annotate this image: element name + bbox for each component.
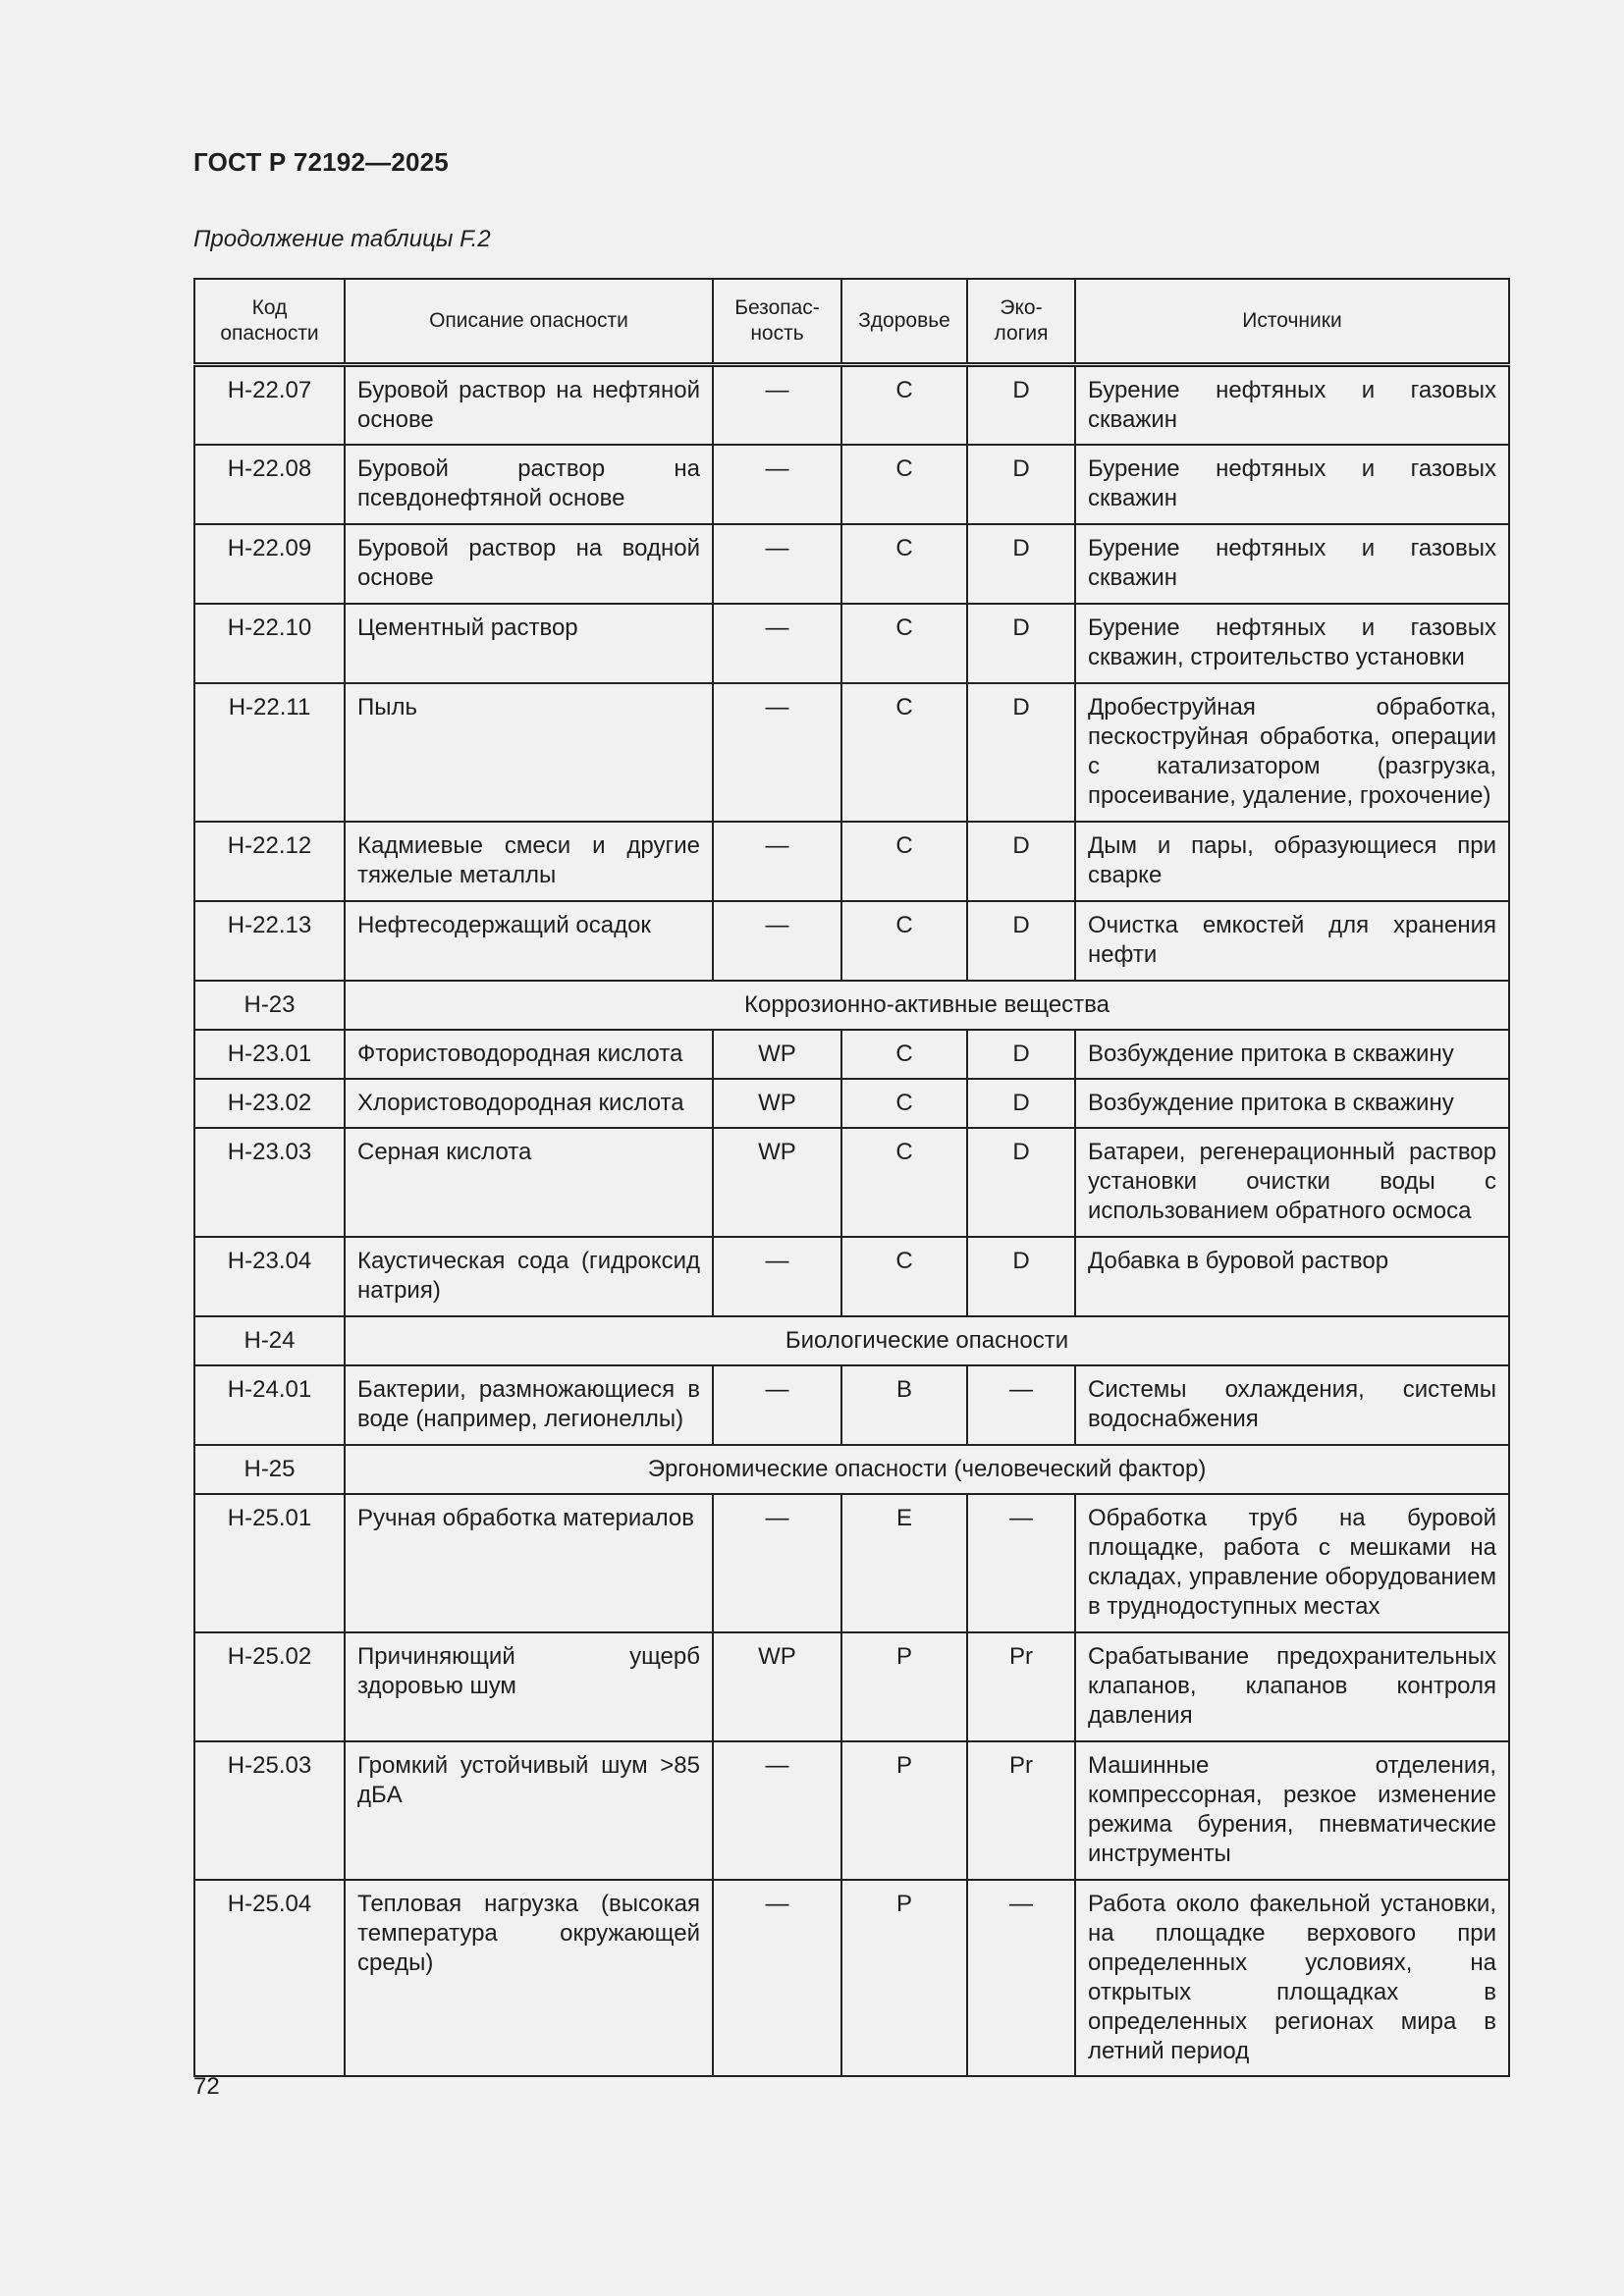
hazard-code: H-23.04	[194, 1237, 345, 1316]
group-title: Биологические опасности	[345, 1316, 1509, 1365]
hazard-code: H-22.10	[194, 604, 345, 683]
table-caption: Продолжение таблицы F.2	[193, 226, 491, 252]
table-row	[194, 604, 1509, 683]
hazard-code: H-25.02	[194, 1632, 345, 1741]
table-row	[194, 1741, 1509, 1880]
ecology-rating: D	[967, 822, 1075, 901]
ecology-rating: D	[967, 524, 1075, 604]
safety-rating: —	[713, 445, 841, 524]
table-row	[194, 1494, 1509, 1632]
hazard-sources: Системы охлаждения, системы водоснабжения	[1075, 1365, 1509, 1445]
hazard-code: H-23.02	[194, 1079, 345, 1128]
safety-rating: —	[713, 822, 841, 901]
ecology-rating: D	[967, 1079, 1075, 1128]
page-number: 72	[193, 2073, 220, 2100]
safety-rating: —	[713, 901, 841, 981]
table-row	[194, 1632, 1509, 1741]
ecology-rating: Pr	[967, 1632, 1075, 1741]
table-header-row	[194, 279, 1509, 365]
hazard-sources: Бурение нефтяных и газовых скважин	[1075, 524, 1509, 604]
health-rating: C	[841, 604, 967, 683]
safety-rating: WP	[713, 1632, 841, 1741]
hazard-code: H-24.01	[194, 1365, 345, 1445]
column-header-health: Здоровье	[841, 279, 967, 365]
table-group-row	[194, 1316, 1509, 1365]
safety-rating: —	[713, 1494, 841, 1632]
ecology-rating: D	[967, 604, 1075, 683]
health-rating: C	[841, 1079, 967, 1128]
hazard-table	[193, 278, 1510, 2077]
table-body	[194, 365, 1509, 2077]
table-row	[194, 1079, 1509, 1128]
ecology-rating: D	[967, 445, 1075, 524]
table-row	[194, 822, 1509, 901]
health-rating: P	[841, 1880, 967, 2076]
health-rating: C	[841, 1128, 967, 1237]
hazard-sources: Работа около факельной установки, на площадке верхового при определенных условиях, на открытых площадках в определенных регионах мира в летний период	[1075, 1880, 1509, 2076]
table-row	[194, 901, 1509, 981]
hazard-description: Хлористоводородная кислота	[345, 1079, 713, 1128]
table-row	[194, 1128, 1509, 1237]
hazard-code: H-22.07	[194, 365, 345, 446]
hazard-description: Буровой раствор на нефтяной основе	[345, 365, 713, 446]
health-rating: P	[841, 1632, 967, 1741]
hazard-sources: Дым и пары, образующиеся при сварке	[1075, 822, 1509, 901]
table-row	[194, 1880, 1509, 2076]
table-row	[194, 1237, 1509, 1316]
ecology-rating: D	[967, 365, 1075, 446]
safety-rating: —	[713, 683, 841, 822]
hazard-code: H-22.09	[194, 524, 345, 604]
health-rating: C	[841, 901, 967, 981]
hazard-description: Кадмиевые смеси и другие тяжелые металлы	[345, 822, 713, 901]
hazard-description: Бактерии, размножающиеся в воде (например, легионеллы)	[345, 1365, 713, 1445]
hazard-sources: Очистка емкостей для хранения нефти	[1075, 901, 1509, 981]
health-rating: C	[841, 683, 967, 822]
table-group-row	[194, 981, 1509, 1030]
health-rating: E	[841, 1494, 967, 1632]
hazard-code: H-25.04	[194, 1880, 345, 2076]
ecology-rating: —	[967, 1494, 1075, 1632]
column-header-safety: Безопас-ность	[713, 279, 841, 365]
health-rating: P	[841, 1741, 967, 1880]
table-row	[194, 365, 1509, 446]
column-header-sources: Источники	[1075, 279, 1509, 365]
ecology-rating: D	[967, 901, 1075, 981]
ecology-rating: D	[967, 1128, 1075, 1237]
ecology-rating: —	[967, 1880, 1075, 2076]
hazard-description: Каустическая сода (гидроксид натрия)	[345, 1237, 713, 1316]
health-rating: B	[841, 1365, 967, 1445]
column-header-ecology: Эко-логия	[967, 279, 1075, 365]
safety-rating: —	[713, 1365, 841, 1445]
hazard-sources: Батареи, регенерационный раствор установки очистки воды с использованием обратного осмоса	[1075, 1128, 1509, 1237]
health-rating: C	[841, 445, 967, 524]
safety-rating: —	[713, 1741, 841, 1880]
safety-rating: WP	[713, 1128, 841, 1237]
hazard-sources: Срабатывание предохранительных клапанов, клапанов контроля давления	[1075, 1632, 1509, 1741]
hazard-sources: Возбуждение притока в скважину	[1075, 1079, 1509, 1128]
hazard-sources: Возбуждение притока в скважину	[1075, 1030, 1509, 1079]
table-row	[194, 524, 1509, 604]
ecology-rating: D	[967, 683, 1075, 822]
group-title: Коррозионно-активные вещества	[345, 981, 1509, 1030]
ecology-rating: D	[967, 1237, 1075, 1316]
hazard-description: Пыль	[345, 683, 713, 822]
hazard-code: H-23.03	[194, 1128, 345, 1237]
hazard-description: Тепловая нагрузка (высокая температура окружающей среды)	[345, 1880, 713, 2076]
hazard-description: Серная кислота	[345, 1128, 713, 1237]
hazard-description: Нефтесодержащий осадок	[345, 901, 713, 981]
health-rating: C	[841, 1237, 967, 1316]
safety-rating: —	[713, 524, 841, 604]
hazard-sources: Добавка в буровой раствор	[1075, 1237, 1509, 1316]
ecology-rating: Pr	[967, 1741, 1075, 1880]
safety-rating: —	[713, 1237, 841, 1316]
table-row	[194, 1365, 1509, 1445]
hazard-code: H-22.11	[194, 683, 345, 822]
group-code: H-25	[194, 1445, 345, 1494]
hazard-description: Ручная обработка материалов	[345, 1494, 713, 1632]
health-rating: C	[841, 524, 967, 604]
document-title: ГОСТ Р 72192—2025	[193, 147, 449, 177]
hazard-description: Причиняющий ущерб здоровью шум	[345, 1632, 713, 1741]
hazard-description: Фтористоводородная кислота	[345, 1030, 713, 1079]
table-group-row	[194, 1445, 1509, 1494]
safety-rating: —	[713, 365, 841, 446]
health-rating: C	[841, 365, 967, 446]
health-rating: C	[841, 822, 967, 901]
group-code: H-24	[194, 1316, 345, 1365]
hazard-sources: Обработка труб на буровой площадке, работа с мешками на складах, управление оборудованием в труднодоступных местах	[1075, 1494, 1509, 1632]
health-rating: C	[841, 1030, 967, 1079]
hazard-code: H-23.01	[194, 1030, 345, 1079]
column-header-description: Описание опасности	[345, 279, 713, 365]
hazard-sources: Машинные отделения, компрессорная, резкое изменение режима бурения, пневматические инструменты	[1075, 1741, 1509, 1880]
hazard-sources: Бурение нефтяных и газовых скважин	[1075, 365, 1509, 446]
safety-rating: —	[713, 1880, 841, 2076]
hazard-description: Буровой раствор на псевдонефтяной основе	[345, 445, 713, 524]
hazard-code: H-22.12	[194, 822, 345, 901]
table-row	[194, 445, 1509, 524]
safety-rating: WP	[713, 1079, 841, 1128]
hazard-description: Буровой раствор на водной основе	[345, 524, 713, 604]
safety-rating: —	[713, 604, 841, 683]
hazard-code: H-22.08	[194, 445, 345, 524]
hazard-code: H-25.03	[194, 1741, 345, 1880]
hazard-code: H-22.13	[194, 901, 345, 981]
hazard-description: Цементный раствор	[345, 604, 713, 683]
column-header-code: Код опасности	[194, 279, 345, 365]
ecology-rating: D	[967, 1030, 1075, 1079]
hazard-sources: Дробеструйная обработка, пескоструйная обработка, операции с катализатором (разгрузка, просеивание, удаление, грохочение)	[1075, 683, 1509, 822]
table-row	[194, 683, 1509, 822]
table-row	[194, 1030, 1509, 1079]
ecology-rating: —	[967, 1365, 1075, 1445]
group-code: H-23	[194, 981, 345, 1030]
hazard-description: Громкий устойчивый шум >85 дБA	[345, 1741, 713, 1880]
hazard-code: H-25.01	[194, 1494, 345, 1632]
hazard-sources: Бурение нефтяных и газовых скважин, строительство установки	[1075, 604, 1509, 683]
safety-rating: WP	[713, 1030, 841, 1079]
hazard-sources: Бурение нефтяных и газовых скважин	[1075, 445, 1509, 524]
group-title: Эргономические опасности (человеческий фактор)	[345, 1445, 1509, 1494]
